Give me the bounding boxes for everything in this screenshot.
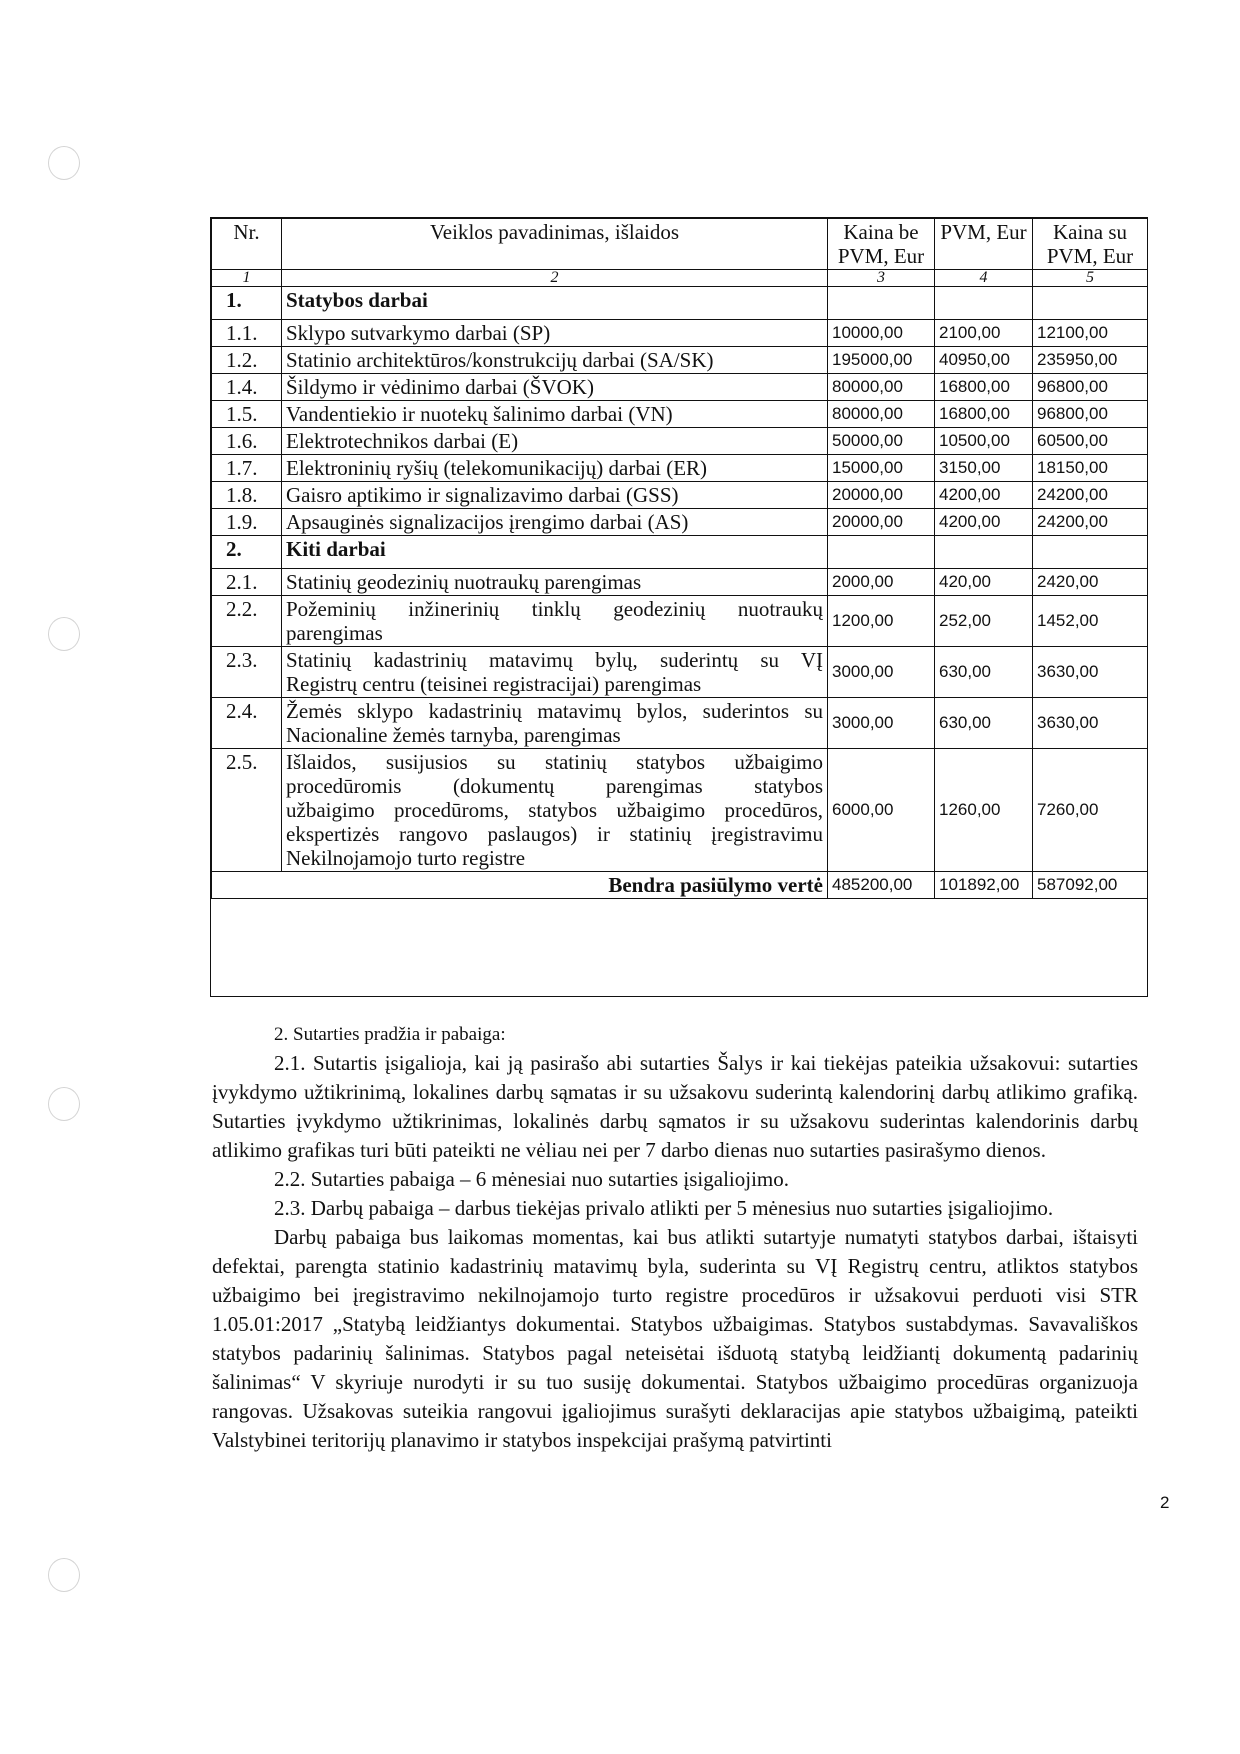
- row-vat: 4200,00: [935, 509, 1033, 536]
- paragraph-2-1: 2.1. Sutartis įsigalioja, kai ją pasirašo abi sutarties Šalys ir kai tiekėjas pateikia užsakovui: sutarties įvykdymo užtikrinimą, lokalines darbų sąmatas ir su užsakovu suderintą kalendorinį darbų atlikimo grafiką. Sutarties įvykdymo užtikrinimas, lokalinės darbų sąmatos ir su užsakovu suderintas kalendorinis darbų atlikimo grafikas turi būti pateikti ne vėliau nei per 7 darbo dienas nuo sutarties pasirašymo dienos.: [212, 1051, 1138, 1162]
- row-vat: 1260,00: [935, 749, 1033, 872]
- row-price-vat: 2420,00: [1033, 569, 1148, 596]
- row-vat: 630,00: [935, 698, 1033, 749]
- row-price-vat: 3630,00: [1033, 647, 1148, 698]
- row-name-line: Registrų centru (teisinei registracijai) parengimas: [286, 672, 702, 696]
- row-vat: 40950,00: [935, 347, 1033, 374]
- row-price-no-vat: 6000,00: [828, 749, 935, 872]
- table-row: [212, 374, 1148, 401]
- row-name: Gaisro aptikimo ir signalizavimo darbai (GSS): [282, 482, 828, 509]
- row-price-vat: 12100,00: [1033, 320, 1148, 347]
- row-number: 2.4.: [212, 698, 282, 749]
- table-row: [212, 647, 1148, 698]
- col-number: 3: [828, 270, 935, 287]
- cost-table: [211, 218, 1148, 899]
- row-vat: 420,00: [935, 569, 1033, 596]
- total-label: Bendra pasiūlymo vertė: [212, 872, 828, 899]
- row-vat: [935, 287, 1033, 320]
- row-number: 2.5.: [212, 749, 282, 872]
- row-name-line: parengimas: [286, 621, 383, 645]
- row-price-vat: [1033, 536, 1148, 569]
- row-price-no-vat: [828, 536, 935, 569]
- row-price-no-vat: 1200,00: [828, 596, 935, 647]
- row-number: 1.1.: [212, 320, 282, 347]
- row-name-line: Statinių kadastrinių matavimų bylų, suderintų su VĮ: [286, 648, 823, 672]
- row-name: [282, 647, 828, 698]
- row-price-vat: 235950,00: [1033, 347, 1148, 374]
- total-section: [212, 872, 1148, 899]
- row-number: 1.8.: [212, 482, 282, 509]
- row-number: 2.: [212, 536, 282, 569]
- row-price-no-vat: 2000,00: [828, 569, 935, 596]
- punch-hole: [48, 1087, 80, 1121]
- row-name-line: Išlaidos, susijusios su statinių statybos užbaigimo: [286, 750, 823, 774]
- row-number: 1.5.: [212, 401, 282, 428]
- table-row: [212, 428, 1148, 455]
- row-price-no-vat: 3000,00: [828, 698, 935, 749]
- row-number: 1.4.: [212, 374, 282, 401]
- row-number: 1.9.: [212, 509, 282, 536]
- row-name: [282, 749, 828, 872]
- row-name: Vandentiekio ir nuotekų šalinimo darbai (VN): [282, 401, 828, 428]
- row-price-vat: 3630,00: [1033, 698, 1148, 749]
- col-number: 4: [935, 270, 1033, 287]
- section-heading: 2. Sutarties pradžia ir pabaiga:: [274, 1024, 506, 1045]
- row-vat: 10500,00: [935, 428, 1033, 455]
- table-row: [212, 749, 1148, 872]
- row-price-vat: 60500,00: [1033, 428, 1148, 455]
- row-vat: 16800,00: [935, 401, 1033, 428]
- row-number: 1.2.: [212, 347, 282, 374]
- header-vat: PVM, Eur: [935, 219, 1033, 270]
- row-price-no-vat: 195000,00: [828, 347, 935, 374]
- row-name-line: Požeminių inžinerinių tinklų geodezinių nuotraukų: [286, 597, 823, 621]
- header-price-no-vat: Kaina be PVM, Eur: [828, 219, 935, 270]
- row-price-no-vat: 20000,00: [828, 509, 935, 536]
- table-row: [212, 536, 1148, 569]
- page-number: 2: [1160, 1493, 1170, 1512]
- table-row: [212, 320, 1148, 347]
- row-price-vat: 7260,00: [1033, 749, 1148, 872]
- row-name: Statybos darbai: [282, 287, 828, 320]
- row-price-no-vat: 3000,00: [828, 647, 935, 698]
- table-row: [212, 698, 1148, 749]
- row-number: 1.7.: [212, 455, 282, 482]
- row-name: Statinio architektūros/konstrukcijų darbai (SA/SK): [282, 347, 828, 374]
- row-number: 2.3.: [212, 647, 282, 698]
- row-price-vat: 1452,00: [1033, 596, 1148, 647]
- row-name: [282, 698, 828, 749]
- punch-hole: [48, 617, 80, 651]
- row-vat: [935, 536, 1033, 569]
- table-row: [212, 509, 1148, 536]
- table-row: [212, 455, 1148, 482]
- table-row: [212, 347, 1148, 374]
- row-price-no-vat: 10000,00: [828, 320, 935, 347]
- punch-hole: [48, 146, 80, 180]
- paragraph-2-3: 2.3. Darbų pabaiga – darbus tiekėjas privalo atlikti per 5 mėnesius nuo sutarties įsigaliojimo.: [274, 1196, 1054, 1220]
- total-price-vat: 587092,00: [1033, 872, 1148, 899]
- row-name: Šildymo ir vėdinimo darbai (ŠVOK): [282, 374, 828, 401]
- paragraph-2-2: 2.2. Sutarties pabaiga – 6 mėnesiai nuo sutarties įsigaliojimo.: [274, 1167, 789, 1191]
- row-number: 2.1.: [212, 569, 282, 596]
- row-number: 1.: [212, 287, 282, 320]
- row-number: 2.2.: [212, 596, 282, 647]
- row-vat: 16800,00: [935, 374, 1033, 401]
- col-number: 5: [1033, 270, 1148, 287]
- row-name: Statinių geodezinių nuotraukų parengimas: [282, 569, 828, 596]
- row-price-no-vat: 80000,00: [828, 374, 935, 401]
- header-price-vat: Kaina su PVM, Eur: [1033, 219, 1148, 270]
- row-name: [282, 596, 828, 647]
- col-number: 2: [282, 270, 828, 287]
- row-name-line: ekspertizės rangovo paslaugos) ir statinių įregistravimu: [286, 822, 823, 846]
- row-price-vat: 24200,00: [1033, 509, 1148, 536]
- table-row: [212, 569, 1148, 596]
- row-name-line: Nekilnojamojo turto registre: [286, 846, 526, 870]
- row-name: Apsauginės signalizacijos įrengimo darbai (AS): [282, 509, 828, 536]
- row-name: Kiti darbai: [282, 536, 828, 569]
- total-row: [212, 872, 1148, 899]
- table-row: [212, 287, 1148, 320]
- row-name: Elektrotechnikos darbai (E): [282, 428, 828, 455]
- cost-table-body: [212, 219, 1148, 872]
- row-price-vat: [1033, 287, 1148, 320]
- header-row: [212, 219, 1148, 270]
- header-nr: Nr.: [212, 219, 282, 270]
- row-price-no-vat: 80000,00: [828, 401, 935, 428]
- row-price-no-vat: [828, 287, 935, 320]
- row-vat: 252,00: [935, 596, 1033, 647]
- row-vat: 4200,00: [935, 482, 1033, 509]
- row-price-vat: 18150,00: [1033, 455, 1148, 482]
- row-name-line: užbaigimo procedūroms, statybos užbaigimo procedūros,: [286, 798, 823, 822]
- table-row: [212, 596, 1148, 647]
- punch-hole: [48, 1558, 80, 1592]
- row-vat: 3150,00: [935, 455, 1033, 482]
- paragraph-completion: Darbų pabaiga bus laikomas momentas, kai bus atlikti sutartyje numatyti statybos darbai, ištaisyti defektai, parengta statinio kadastrinių matavimų byla, suderinta su VĮ Registrų centru, atliktos statybos užbaigimo bei įregistravimo nekilnojamojo turto registre procedūros ir užsakovui perduoti visi STR 1.05.01:2017 „Statybą leidžiantys dokumentai. Statybos užbaigimas. Statybos sustabdymas. Savavališkos statybos padarinių šalinimas. Statybos pagal neteisėtai išduotą statybą leidžiantį dokumentą padarinių šalinimas“ V skyriuje nurodyti ir su tuo susiję dokumentai. Statybos užbaigimo procedūras organizuoja rangovas. Užsakovas suteikia rangovui įgaliojimus surašyti deklaracijas apie statybos užbaigimą, pateikti Valstybinei teritorijų planavimo ir statybos inspekcijai prašymą patvirtinti: [212, 1225, 1138, 1452]
- row-price-vat: 24200,00: [1033, 482, 1148, 509]
- contract-text: [212, 1020, 1138, 1455]
- row-name-line: Žemės sklypo kadastrinių matavimų bylos, suderintos su: [286, 699, 823, 723]
- row-name-line: Nacionaline žemės tarnyba, parengimas: [286, 723, 621, 747]
- table-row: [212, 482, 1148, 509]
- total-price-no-vat: 485200,00: [828, 872, 935, 899]
- col-number: 1: [212, 270, 282, 287]
- row-vat: 630,00: [935, 647, 1033, 698]
- row-name: Elektroninių ryšių (telekomunikacijų) darbai (ER): [282, 455, 828, 482]
- row-vat: 2100,00: [935, 320, 1033, 347]
- row-price-no-vat: 50000,00: [828, 428, 935, 455]
- row-name: Sklypo sutvarkymo darbai (SP): [282, 320, 828, 347]
- row-price-vat: 96800,00: [1033, 401, 1148, 428]
- row-price-no-vat: 20000,00: [828, 482, 935, 509]
- total-vat: 101892,00: [935, 872, 1033, 899]
- row-name-line: procedūromis (dokumentų parengimas statybos: [286, 774, 823, 798]
- table-row: [212, 401, 1148, 428]
- header-name: Veiklos pavadinimas, išlaidos: [282, 219, 828, 270]
- row-price-vat: 96800,00: [1033, 374, 1148, 401]
- column-number-row: [212, 270, 1148, 287]
- row-number: 1.6.: [212, 428, 282, 455]
- row-price-no-vat: 15000,00: [828, 455, 935, 482]
